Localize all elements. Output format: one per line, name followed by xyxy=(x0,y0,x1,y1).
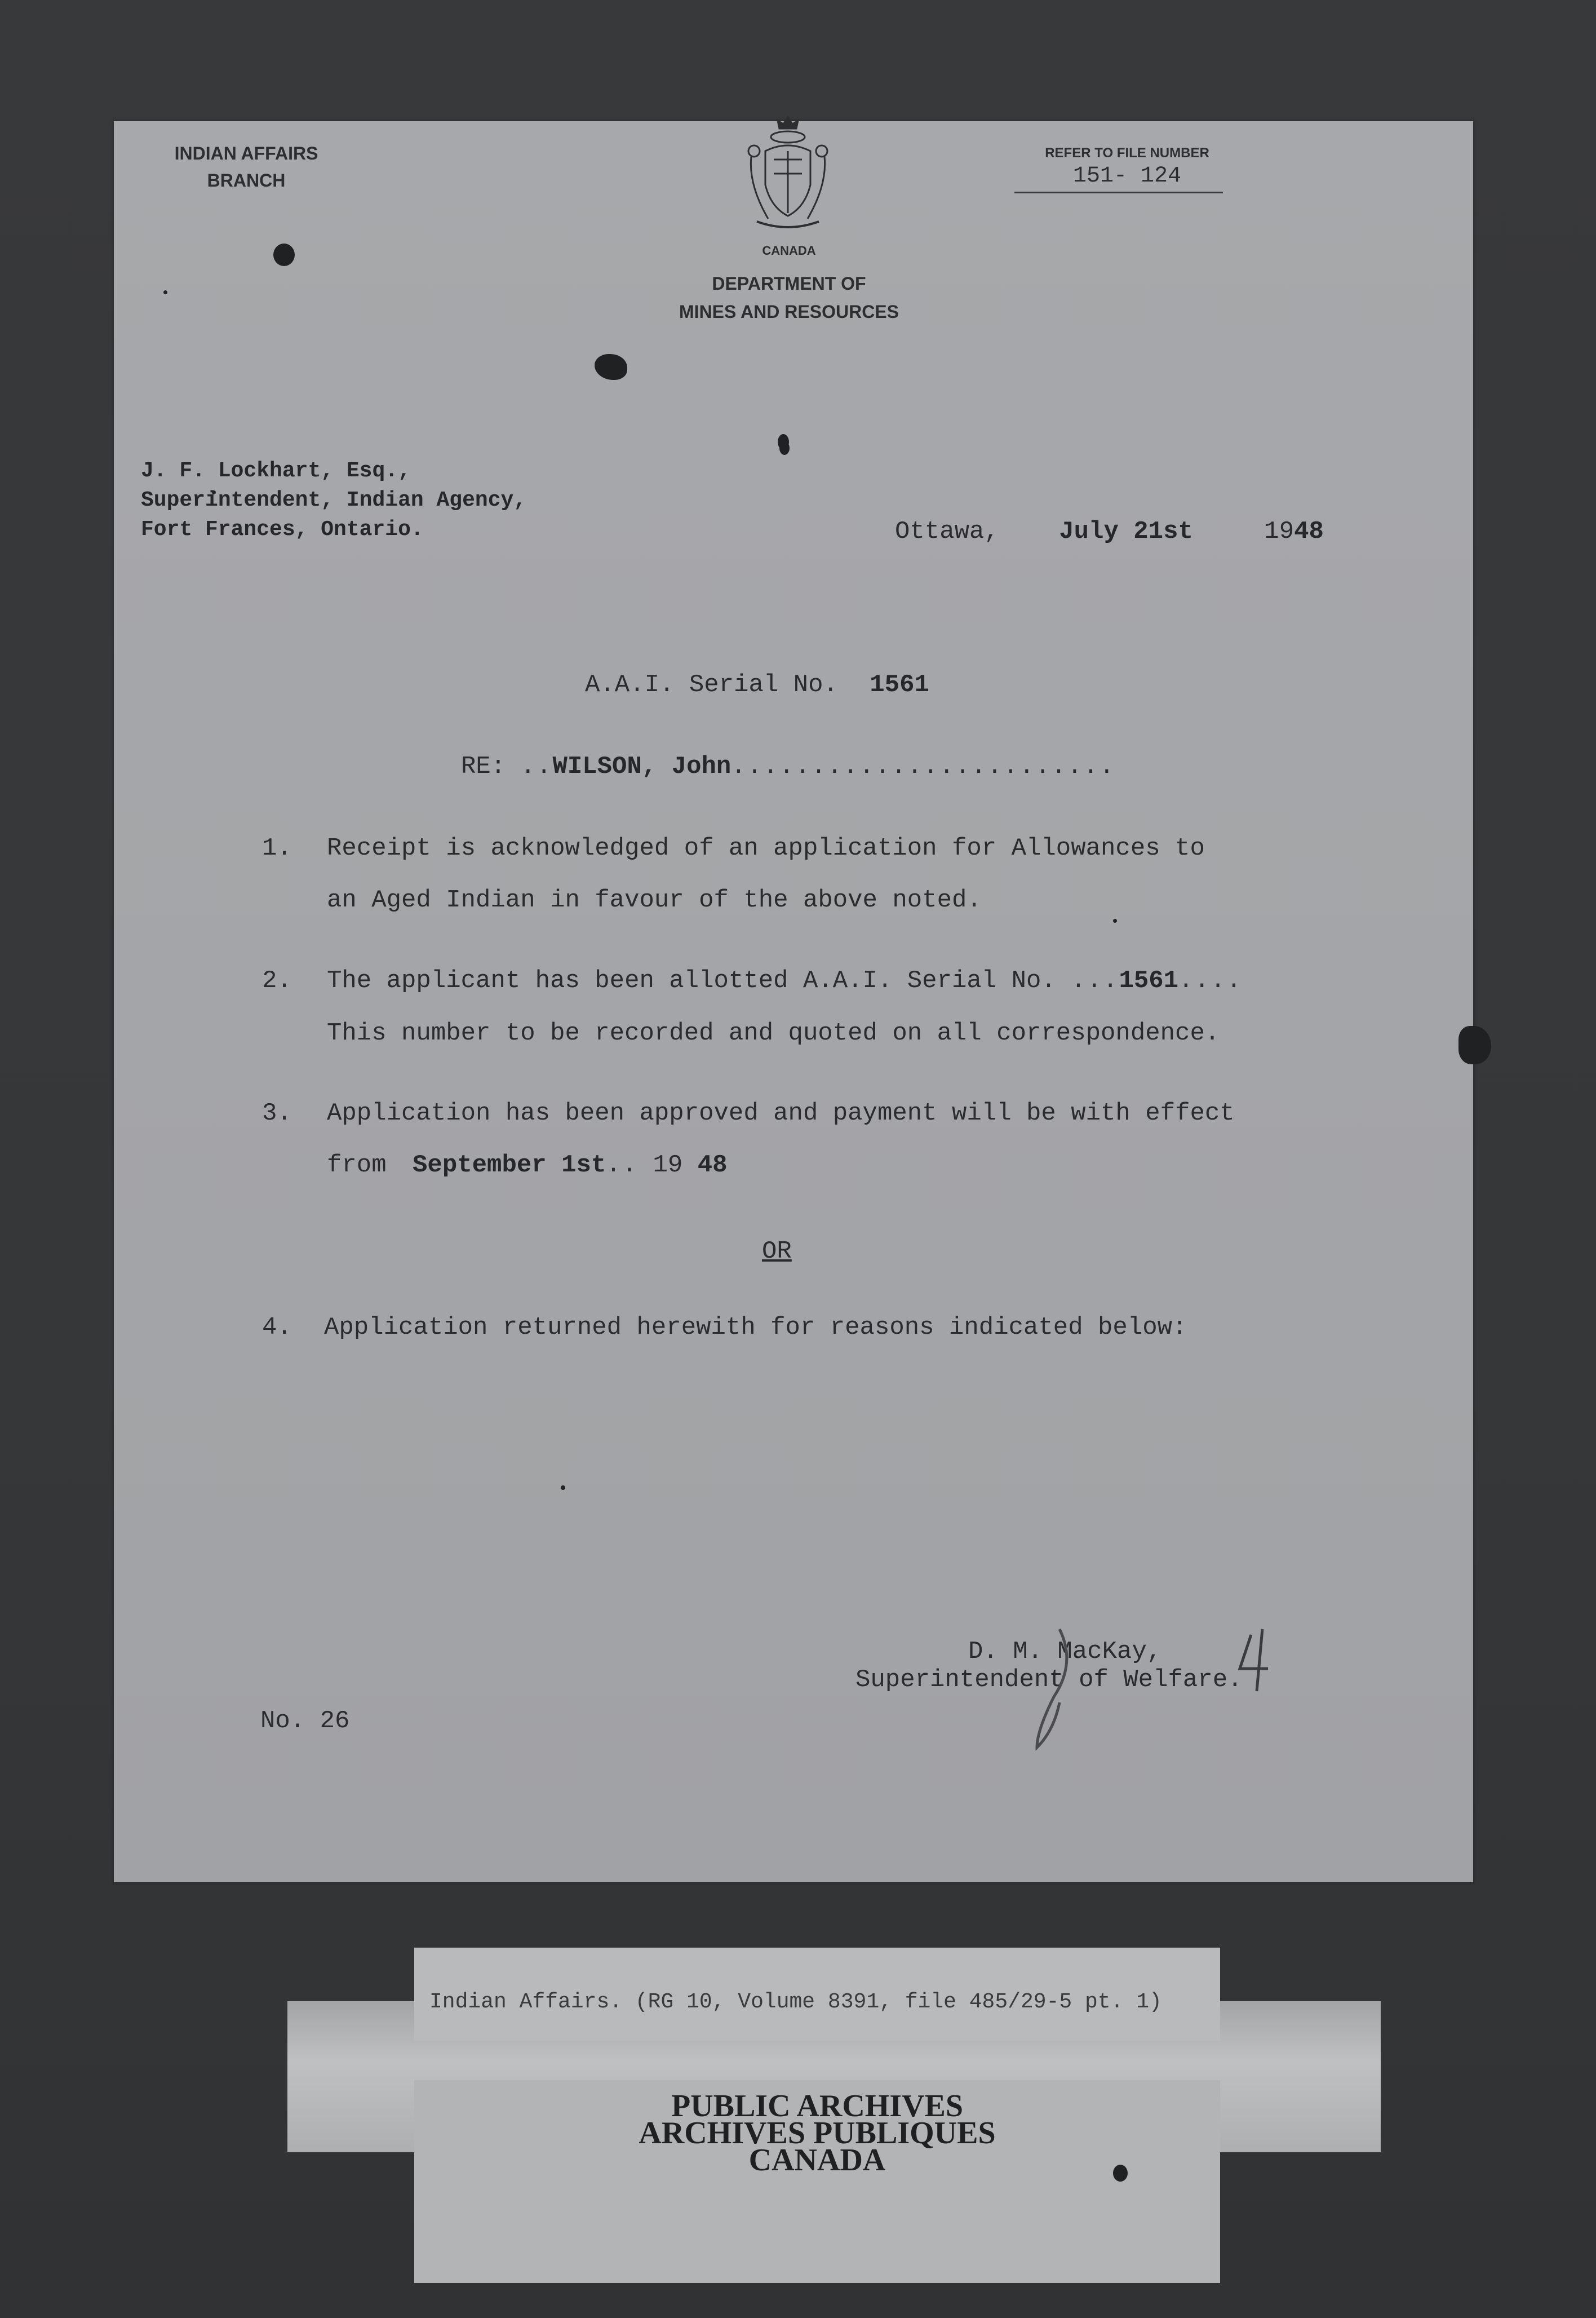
addressee-block xyxy=(141,457,526,545)
signatory-name: D. M. MacKay, xyxy=(968,1638,1162,1666)
re-leader-dots: .. xyxy=(520,753,553,781)
re-trailing-dots: ........................ xyxy=(731,753,1115,781)
department-heading xyxy=(620,269,958,326)
serial-line xyxy=(585,671,929,699)
paragraph-2-leader: ... xyxy=(1071,967,1119,995)
country-label: CANADA xyxy=(762,244,816,258)
ink-speck xyxy=(779,441,790,455)
paragraph-3-year: 48 xyxy=(697,1151,728,1179)
archive-stamp-line-3: CANADA xyxy=(748,2143,886,2178)
branch-heading xyxy=(153,140,339,194)
re-line xyxy=(461,753,1115,781)
ink-blot xyxy=(1458,1026,1491,1064)
handwritten-initial-mark xyxy=(1014,1624,1093,1759)
paragraph-2-number: 2. xyxy=(262,967,292,995)
paragraph-1-number: 1. xyxy=(262,834,292,862)
ink-speck xyxy=(1113,919,1117,923)
archive-stamp-line-2: ARCHIVES PUBLIQUES xyxy=(639,2116,996,2151)
or-separator: OR xyxy=(762,1237,792,1266)
dept-line-1: DEPARTMENT OF xyxy=(712,273,866,294)
letter-page xyxy=(114,121,1473,1882)
paragraph-3-year-prefix: 19 xyxy=(653,1151,683,1179)
paragraph-3-leader: .. xyxy=(606,1151,639,1179)
handwritten-tick-mark xyxy=(1229,1624,1296,1702)
ink-speck xyxy=(561,1485,565,1490)
ink-speck xyxy=(163,290,167,294)
file-number-underline xyxy=(1014,192,1223,193)
coat-of-arms-icon xyxy=(743,112,833,236)
re-name: WILSON, John xyxy=(552,753,732,781)
paragraph-3-from: from xyxy=(327,1151,387,1179)
dateline-date: July 21st xyxy=(1059,517,1193,546)
dateline-place: Ottawa, xyxy=(895,517,999,546)
dateline-year-prefix: 19 xyxy=(1264,517,1294,546)
paragraph-3-line-2 xyxy=(327,1151,728,1179)
signatory-title: Superintendent of Welfare. xyxy=(855,1666,1243,1694)
branch-line-2: BRANCH xyxy=(207,170,286,191)
paragraph-2-serial: 1561 xyxy=(1119,967,1179,995)
paragraph-2-text: The applicant has been allotted A.A.I. Serial No. xyxy=(327,967,1056,995)
addressee-line-1: J. F. Lockhart, Esq., xyxy=(141,459,411,483)
ink-blot xyxy=(273,244,295,266)
paragraph-4-line-1: Application returned herewith for reasons indicated below: xyxy=(324,1313,1187,1342)
archive-citation: Indian Affairs. (RG 10, Volume 8391, file 485/29-5 pt. 1) xyxy=(429,1990,1162,2014)
paragraph-3-line-1: Application has been approved and payment will be with effect xyxy=(327,1099,1235,1127)
dateline-year-suffix: 48 xyxy=(1294,517,1324,546)
dept-line-2: MINES AND RESOURCES xyxy=(679,302,899,322)
paragraph-2-line-1 xyxy=(327,967,1243,995)
paragraph-3-date: September 1st xyxy=(413,1151,606,1179)
ink-speck xyxy=(1113,2165,1128,2182)
paragraph-1-line-1: Receipt is acknowledged of an application for Allowances to xyxy=(327,834,1205,862)
paragraph-2-trailing: .... xyxy=(1178,967,1243,995)
refer-label: REFER TO FILE NUMBER xyxy=(1045,145,1209,161)
file-number: 151- 124 xyxy=(1072,163,1182,189)
serial-value: 1561 xyxy=(870,671,929,699)
form-number: No. 26 xyxy=(260,1707,350,1735)
re-label: RE: xyxy=(461,753,506,781)
branch-line-1: INDIAN AFFAIRS xyxy=(174,143,318,163)
archive-stamp-line-1: PUBLIC ARCHIVES xyxy=(671,2089,964,2124)
archive-stamp xyxy=(414,2089,1220,2178)
paragraph-2-line-2: This number to be recorded and quoted on all correspondence. xyxy=(327,1019,1220,1047)
serial-label: A.A.I. Serial No. xyxy=(585,671,838,699)
dateline xyxy=(895,517,1324,546)
addressee-line-3: Fort Frances, Ontario. xyxy=(141,517,424,542)
paragraph-4-number: 4. xyxy=(262,1313,292,1342)
paragraph-1-line-2: an Aged Indian in favour of the above noted. xyxy=(327,886,982,914)
paragraph-3-number: 3. xyxy=(262,1099,292,1127)
addressee-line-2: Superintendent, Indian Agency, xyxy=(141,488,527,512)
